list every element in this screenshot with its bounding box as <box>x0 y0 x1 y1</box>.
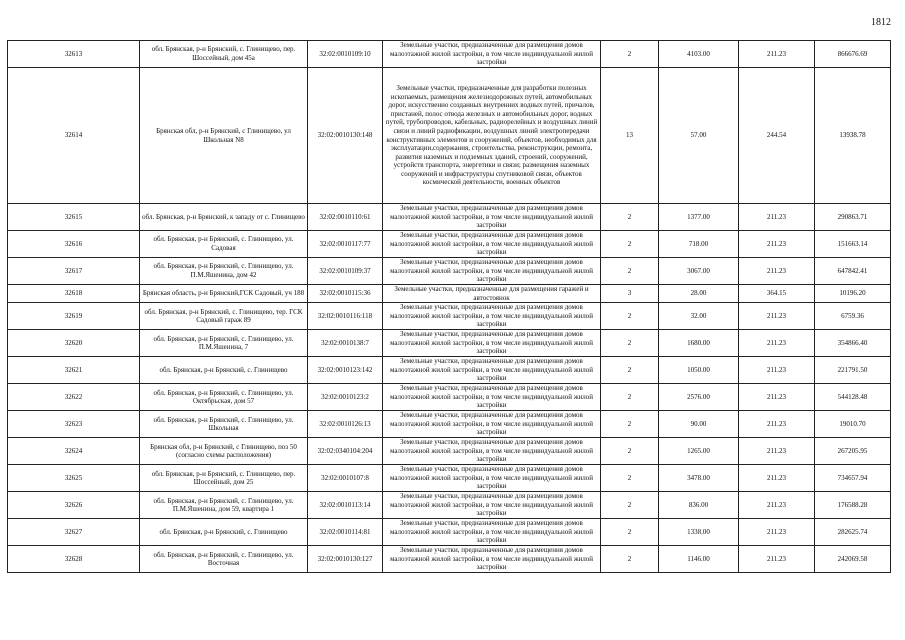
cadastral-number-cell: 32:02:0010117:77 <box>308 231 383 258</box>
page-number: 1812 <box>871 17 891 28</box>
cadastral-value-cell: 242069.58 <box>815 546 891 573</box>
row-number: 32618 <box>8 285 140 303</box>
land-use-cell: Земельные участки, предназначенные для размещения домов малоэтажной жилой застройки, в том числе индивидуальной жилой застройки <box>383 411 601 438</box>
cadastral-value-cell: 354866.40 <box>815 330 891 357</box>
land-use-cell: Земельные участки, предназначенные для размещения домов малоэтажной жилой застройки, в том числе индивидуальной жилой застройки <box>383 465 601 492</box>
area-cell: 1146.00 <box>659 546 739 573</box>
table-row <box>8 204 891 231</box>
address-cell: обл. Брянская, р-н Брянский, с. Глинищево, ул. Садовая <box>140 231 308 258</box>
area-cell: 1338.00 <box>659 519 739 546</box>
cadastral-number-cell: 32:02:0340104:204 <box>308 438 383 465</box>
rate-cell: 211.23 <box>739 546 815 573</box>
land-use-cell: Земельные участки, предназначенные для размещения домов малоэтажной жилой застройки, в том числе индивидуальной жилой застройки <box>383 519 601 546</box>
rate-cell: 211.23 <box>739 330 815 357</box>
table-row <box>8 546 891 573</box>
address-cell: обл. Брянская, р-н Брянский, с. Глинищево <box>140 357 308 384</box>
group-cell: 3 <box>601 285 659 303</box>
area-cell: 32.00 <box>659 303 739 330</box>
address-cell: обл. Брянская, р-н Брянский, с. Глинищево, пер. Шоссейный, дом 25 <box>140 465 308 492</box>
cadastral-number-cell: 32:02:0010123:142 <box>308 357 383 384</box>
rate-cell: 211.23 <box>739 492 815 519</box>
row-number: 32623 <box>8 411 140 438</box>
land-use-cell: Земельные участки, предназначенные для размещения домов малоэтажной жилой застройки, в том числе индивидуальной жилой застройки <box>383 438 601 465</box>
cadastral-value-cell: 19010.70 <box>815 411 891 438</box>
group-cell: 2 <box>601 519 659 546</box>
table-row <box>8 285 891 303</box>
address-cell: обл. Брянская, р-н Брянский, с. Глинищево, ул. П.М.Яшенина, дом 42 <box>140 258 308 285</box>
table-row <box>8 357 891 384</box>
table-row <box>8 258 891 285</box>
cadastral-value-cell: 544128.48 <box>815 384 891 411</box>
address-cell: Брянская обл, р-н Брянский, с Глинищево, ул Школьная N8 <box>140 68 308 204</box>
row-number: 32619 <box>8 303 140 330</box>
group-cell: 2 <box>601 258 659 285</box>
group-cell: 2 <box>601 384 659 411</box>
cadastral-value-cell: 6759.36 <box>815 303 891 330</box>
cadastral-number-cell: 32:02:0010123:2 <box>308 384 383 411</box>
table-row <box>8 68 891 204</box>
address-cell: обл. Брянская, р-н Брянский, к западу от с. Глинищево <box>140 204 308 231</box>
cadastral-value-cell: 282625.74 <box>815 519 891 546</box>
area-cell: 3478.00 <box>659 465 739 492</box>
area-cell: 4103.00 <box>659 41 739 68</box>
area-cell: 1377.00 <box>659 204 739 231</box>
rate-cell: 211.23 <box>739 303 815 330</box>
land-use-cell: Земельные участки, предназначенные для размещения домов малоэтажной жилой застройки, в том числе индивидуальной жилой застройки <box>383 204 601 231</box>
cadastral-value-cell: 290863.71 <box>815 204 891 231</box>
cadastral-number-cell: 32:02:0010110:61 <box>308 204 383 231</box>
land-use-cell: Земельные участки, предназначенные для размещения домов малоэтажной жилой застройки, в том числе индивидуальной жилой застройки <box>383 384 601 411</box>
table-row <box>8 41 891 68</box>
row-number: 32622 <box>8 384 140 411</box>
cadastral-number-cell: 32:02:0010130:148 <box>308 68 383 204</box>
address-cell: обл. Брянская, р-н Брянский, с. Глинищево, тер. ГСК Садовый гараж 89 <box>140 303 308 330</box>
address-cell: обл. Брянская, р-н Брянский, с. Глинищево, ул. Восточная <box>140 546 308 573</box>
cadastral-number-cell: 32:02:0010116:118 <box>308 303 383 330</box>
area-cell: 1265.00 <box>659 438 739 465</box>
land-use-cell: Земельные участки, предназначенные для разработки полезных ископаемых, размещения железнодорожных путей, автомобильных дорог, искусственно созданных внутренних водных путей, причалов, пристаней, полос отвода железных и автомобильных дорог, водных путей, трубопроводов, кабельных, радиорелейных и воздушных линий связи и линий радиофикации, воздушных линий электропередачи конструктивных элементов и сооружений, объектов, необходимых для эксплуатации,содержания, строительства, реконструкции, ремонта, развития наземных и подземных зданий, строений, сооружений, устройств транспорта, энергетики и связи; размещения наземных сооружений и инфраструктуры спутниковой связи, объектов космической деятельности, военных объектов <box>383 68 601 204</box>
table-row <box>8 492 891 519</box>
address-cell: обл. Брянская, р-н Брянский, с. Глинищево, пер. Шоссейный, дом 45а <box>140 41 308 68</box>
row-number: 32614 <box>8 68 140 204</box>
cadastral-number-cell: 32:02:0010138:7 <box>308 330 383 357</box>
group-cell: 2 <box>601 438 659 465</box>
cadastral-number-cell: 32:02:0010130:127 <box>308 546 383 573</box>
address-cell: Брянская обл, р-н Брянский, с Глинищево, поз 50 (согласно схемы расположения) <box>140 438 308 465</box>
cadastral-number-cell: 32:02:0010109:10 <box>308 41 383 68</box>
cadastral-value-table <box>7 40 891 573</box>
table-row <box>8 384 891 411</box>
area-cell: 3067.00 <box>659 258 739 285</box>
table-row <box>8 465 891 492</box>
table-row <box>8 438 891 465</box>
table-body <box>8 41 891 573</box>
cadastral-value-cell: 10196.20 <box>815 285 891 303</box>
area-cell: 90.00 <box>659 411 739 438</box>
rate-cell: 211.23 <box>739 384 815 411</box>
group-cell: 2 <box>601 465 659 492</box>
rate-cell: 211.23 <box>739 258 815 285</box>
cadastral-value-cell: 151663.14 <box>815 231 891 258</box>
group-cell: 2 <box>601 357 659 384</box>
land-use-cell: Земельные участки, предназначенные для размещения домов малоэтажной жилой застройки, в том числе индивидуальной жилой застройки <box>383 330 601 357</box>
rate-cell: 211.23 <box>739 411 815 438</box>
address-cell: обл. Брянская, р-н Брянский, с. Глинищево, ул. Школьная <box>140 411 308 438</box>
land-use-cell: Земельные участки, предназначенные для размещения домов малоэтажной жилой застройки, в том числе индивидуальной жилой застройки <box>383 41 601 68</box>
land-use-cell: Земельные участки, предназначенные для размещения домов малоэтажной жилой застройки, в том числе индивидуальной жилой застройки <box>383 303 601 330</box>
group-cell: 2 <box>601 411 659 438</box>
area-cell: 1050.00 <box>659 357 739 384</box>
cadastral-value-cell: 647842.41 <box>815 258 891 285</box>
rate-cell: 211.23 <box>739 519 815 546</box>
rate-cell: 244.54 <box>739 68 815 204</box>
table-row <box>8 330 891 357</box>
row-number: 32628 <box>8 546 140 573</box>
rate-cell: 211.23 <box>739 438 815 465</box>
address-cell: обл. Брянская, р-н Брянский, с. Глинищево, ул. П.М.Яшенина, 7 <box>140 330 308 357</box>
group-cell: 13 <box>601 68 659 204</box>
rate-cell: 211.23 <box>739 41 815 68</box>
row-number: 32626 <box>8 492 140 519</box>
rate-cell: 211.23 <box>739 465 815 492</box>
address-cell: обл. Брянская, р-н Брянский, с. Глинищево, ул. П.М.Яшенина, дом 59, квартира 1 <box>140 492 308 519</box>
cadastral-value-cell: 176588.28 <box>815 492 891 519</box>
table-row <box>8 519 891 546</box>
cadastral-value-cell: 734657.94 <box>815 465 891 492</box>
table-row <box>8 303 891 330</box>
group-cell: 2 <box>601 546 659 573</box>
land-use-cell: Земельные участки, предназначенные для размещения домов малоэтажной жилой застройки, в том числе индивидуальной жилой застройки <box>383 357 601 384</box>
rate-cell: 364.15 <box>739 285 815 303</box>
row-number: 32617 <box>8 258 140 285</box>
cadastral-number-cell: 32:02:0010126:13 <box>308 411 383 438</box>
group-cell: 2 <box>601 204 659 231</box>
cadastral-value-cell: 267205.95 <box>815 438 891 465</box>
area-cell: 718.00 <box>659 231 739 258</box>
row-number: 32613 <box>8 41 140 68</box>
row-number: 32621 <box>8 357 140 384</box>
rate-cell: 211.23 <box>739 231 815 258</box>
land-use-cell: Земельные участки, предназначенные для размещения домов малоэтажной жилой застройки, в том числе индивидуальной жилой застройки <box>383 231 601 258</box>
cadastral-number-cell: 32:02:0010107:8 <box>308 465 383 492</box>
group-cell: 2 <box>601 330 659 357</box>
rate-cell: 211.23 <box>739 204 815 231</box>
cadastral-number-cell: 32:02:0010113:14 <box>308 492 383 519</box>
rate-cell: 211.23 <box>739 357 815 384</box>
area-cell: 1680.00 <box>659 330 739 357</box>
land-use-cell: Земельные участки, предназначенные для размещения гаражей и автостоянок <box>383 285 601 303</box>
area-cell: 836.00 <box>659 492 739 519</box>
land-use-cell: Земельные участки, предназначенные для размещения домов малоэтажной жилой застройки, в том числе индивидуальной жилой застройки <box>383 258 601 285</box>
table-row <box>8 411 891 438</box>
group-cell: 2 <box>601 303 659 330</box>
group-cell: 2 <box>601 41 659 68</box>
cadastral-number-cell: 32:02:0010115:36 <box>308 285 383 303</box>
cadastral-number-cell: 32:02:0010109:37 <box>308 258 383 285</box>
cadastral-value-cell: 866676.69 <box>815 41 891 68</box>
area-cell: 28.00 <box>659 285 739 303</box>
address-cell: Брянская область, р-н Брянский,ГСК Садовый, уч 188 <box>140 285 308 303</box>
row-number: 32616 <box>8 231 140 258</box>
group-cell: 2 <box>601 231 659 258</box>
cadastral-number-cell: 32:02:0010114:81 <box>308 519 383 546</box>
row-number: 32615 <box>8 204 140 231</box>
group-cell: 2 <box>601 492 659 519</box>
row-number: 32620 <box>8 330 140 357</box>
row-number: 32627 <box>8 519 140 546</box>
area-cell: 57.00 <box>659 68 739 204</box>
address-cell: обл. Брянская, р-н Брянский, с. Глинищево <box>140 519 308 546</box>
table-row <box>8 231 891 258</box>
row-number: 32624 <box>8 438 140 465</box>
address-cell: обл. Брянская, р-н Брянский, с. Глинищево, ул. Октябрьская, дом 57 <box>140 384 308 411</box>
row-number: 32625 <box>8 465 140 492</box>
cadastral-value-cell: 221791.50 <box>815 357 891 384</box>
land-use-cell: Земельные участки, предназначенные для размещения домов малоэтажной жилой застройки, в том числе индивидуальной жилой застройки <box>383 546 601 573</box>
cadastral-value-cell: 13938.78 <box>815 68 891 204</box>
area-cell: 2576.00 <box>659 384 739 411</box>
land-use-cell: Земельные участки, предназначенные для размещения домов малоэтажной жилой застройки, в том числе индивидуальной жилой застройки <box>383 492 601 519</box>
